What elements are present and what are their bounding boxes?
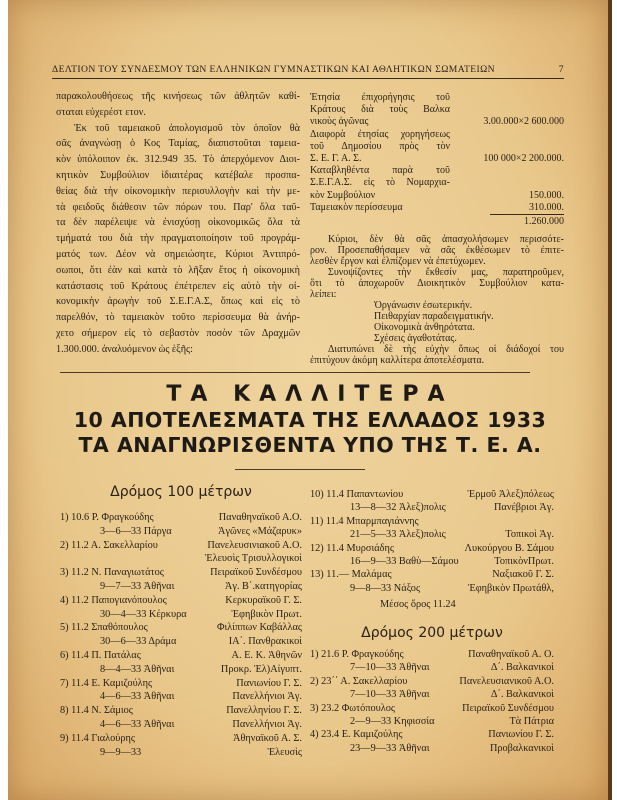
text-line: σωποι, ὅτι ἐὰν καὶ κατὰ τὸ λῆξαν ἔτος ἡ οἰκονομικὴ <box>56 264 300 276</box>
budget-label: Καταβληθέντα παρὰ τοῦ <box>310 165 450 177</box>
left-text-column <box>56 89 300 358</box>
budget-row <box>310 141 564 153</box>
athlete: 8) 11.4 Ν. Σάμιος <box>60 705 133 717</box>
result-line-meet <box>310 501 554 514</box>
result-entry <box>310 675 554 702</box>
result-entry <box>310 728 554 755</box>
budget-label: Ἐτησία ἐπιχορήγησις τοῦ <box>310 92 450 103</box>
date-place: 9—8—33 Νάξος <box>350 582 421 594</box>
text-line: χετο σήμερον εἰς τὸ σεβαστὸν ποσὸν τῶν Δραχμῶν <box>56 327 300 339</box>
athlete: 11) 11.4 Μπαρμπαγιάννης <box>310 515 419 527</box>
competition: Τὰ Πάτρια <box>509 716 554 728</box>
result-line-meet <box>310 688 554 701</box>
budget-label: Σ. Ε. Γ. Α. Σ. <box>310 152 362 164</box>
headline-line-1: ΤΑ ΚΑΛΛΙΤΕΡΑ <box>166 382 454 407</box>
result-line-athlete <box>60 566 302 580</box>
journal-title: ΔΕΛΤΙΟΝ ΤΟΥ ΣΥΝΔΕΣΜΟΥ ΤΩΝ ΕΛΛΗΝΙΚΩΝ ΓΥΜΝΑΣΤΙΚΩΝ ΚΑΙ ΑΘΛΗΤΙΚΩΝ ΣΩΜΑΤΕΙΩΝ <box>52 64 495 75</box>
budget-table <box>310 92 564 214</box>
text-line: παρακολουθήσεως τῆς κινήσεως τῶν ἀθλητῶν καθί- <box>56 91 300 102</box>
athlete: 1) 21.6 Ρ. Φραγκούδης <box>310 649 404 660</box>
competition: Ἀγ. Β΄.κατηγορίας <box>224 580 302 592</box>
budget-row <box>310 129 564 141</box>
result-line-meet <box>60 690 302 704</box>
average-100m: Μέσος ὅρος 11.24 <box>380 599 456 610</box>
athlete: 2) 11.2 Α. Σακελλαρίου <box>60 539 158 551</box>
date-place: 13—8—32 Ἀλεξ)πολις <box>350 502 446 514</box>
result-line-meet <box>60 635 302 649</box>
budget-row <box>310 116 564 128</box>
result-entry <box>60 704 302 732</box>
budget-row <box>310 165 564 177</box>
divider <box>60 372 530 373</box>
text-line: τὰ φειδοῦς διάθεσιν τῶν πόρων του. Παρ' ὅλα ταῦ- <box>56 201 300 213</box>
result-line-athlete <box>310 675 554 688</box>
result-line-athlete <box>60 621 302 635</box>
budget-amount: 100 000×2 200.000. <box>483 152 564 164</box>
date-place: 4—6—33 Ἀθῆναι <box>100 691 175 703</box>
result-line-athlete <box>310 542 554 555</box>
budget-label: τοῦ Δημοσίου πρὸς τὸν <box>310 140 450 152</box>
budget-amount <box>450 92 564 104</box>
competition: Ἐφηβικὸν Πρωτάθλ, <box>468 582 554 594</box>
date-place: 7—10—33 Ἀθῆναι <box>350 662 430 674</box>
result-entry <box>60 539 302 567</box>
result-line-athlete <box>60 732 302 746</box>
competition: Προβαλκανικοὶ <box>489 742 554 754</box>
competition: Ἐφηβικὸν Πρωτ. <box>231 608 302 620</box>
budget-total: 1.260.000 <box>490 214 564 228</box>
section-heading-200m: Δρόμος 200 μέτρων <box>361 625 503 641</box>
result-line-meet <box>60 580 302 594</box>
competition: ΙΑ΄. Πανθρακικοὶ <box>228 636 302 648</box>
competition: Πανελλήνιοι Ἀγ. <box>232 691 302 703</box>
date-place: 23—9—33 Ἀθῆναι <box>350 742 430 754</box>
result-entry <box>310 568 554 595</box>
date-place: 4—6—33 Ἀθῆναι <box>100 718 175 730</box>
text-line: ματός των. Δέον νὰ σημειώσητε, Κύριοι Ἀντιπρό- <box>56 248 300 260</box>
result-line-meet <box>60 663 302 677</box>
result-line-athlete <box>310 728 554 741</box>
result-line-athlete <box>310 702 554 715</box>
club: Πανελευσινιακοῦ Α.Ο. <box>207 539 302 551</box>
club: Πανελληνίου Γ. Σ. <box>226 705 302 717</box>
result-entry <box>60 511 302 539</box>
budget-label: Ταμειακὸν περίσσευμα <box>310 201 403 213</box>
budget-amount <box>450 129 564 141</box>
club: Πανελευσιανικοῦ Α.Ο. <box>459 675 554 687</box>
date-place: 9—7—33 Ἀθῆναι <box>100 580 175 592</box>
text-line: Συνοψίζοντες τὴν ἔκθεσίν μας, παρατηροῦμεν, <box>328 266 564 278</box>
results-200m <box>310 648 554 755</box>
athlete: 1) 10.6 Ρ. Φραγκούδης <box>60 512 154 523</box>
result-line-athlete <box>310 488 554 501</box>
date-place: 8—4—33 Ἀθῆναι <box>100 663 175 675</box>
text-line: Πειθαρχίαν παραδειγματικήν. <box>374 310 494 322</box>
budget-row <box>310 104 564 116</box>
result-entry <box>310 515 554 542</box>
athlete: 4) 11.2 Παπογιανόπουλος <box>60 594 167 606</box>
running-header <box>52 64 564 79</box>
competition: Ἐλευσὶς <box>267 746 302 758</box>
competition: Προκρ. Ἑλ)Αἰγυπτ. <box>220 663 302 675</box>
text-line: σᾶς ἀναγνώσῃ ὁ Κος Ταμίας, διαπιστοῦται ταμεια- <box>56 138 300 150</box>
text-line: κητικὸν Συμβούλιον ἰδιαιτέρας κατέβαλε προσπα- <box>56 169 300 181</box>
budget-row <box>310 202 564 214</box>
budget-row <box>310 92 564 104</box>
result-line-meet <box>310 715 554 728</box>
athlete: 9) 11.4 Γιαλούρης <box>60 732 135 744</box>
text-line: Ἐκ τοῦ ταμειακοῦ ἀπολογισμοῦ τὸν ὁποῖον θὰ <box>74 122 300 134</box>
athlete: 6) 11.4 Π. Πατάλας <box>60 649 141 661</box>
budget-row <box>310 153 564 165</box>
competition: Ἐλευσὶς Τρισυλλογικοὶ <box>204 553 302 565</box>
budget-amount <box>450 104 564 116</box>
result-line-meet <box>60 608 302 622</box>
text-line: Κύριοι, δὲν θὰ σᾶς ἀπασχολήσωμεν περισσότε- <box>328 233 564 245</box>
budget-label: κὸν Συμβούλιον <box>310 189 376 201</box>
athlete: 10) 11.4 Παπαντωνίου <box>310 489 404 500</box>
result-line-meet <box>60 746 302 760</box>
result-line-meet <box>310 555 554 568</box>
right-text-column <box>310 92 564 366</box>
text-line: τα δὲν παρέλειψε νὰ ἐνισχύσῃ οἰκονομικῶς ὅλα τὰ <box>56 217 300 229</box>
budget-amount <box>450 165 564 177</box>
text-line: ρον. Προσεπαθήσαμεν νὰ σᾶς ἐκθέσωμεν τὸ ἐπιτε- <box>310 244 564 256</box>
result-line-meet <box>310 742 554 755</box>
budget-amount: 150.000. <box>529 189 564 201</box>
result-line-athlete <box>60 539 302 553</box>
date-place: 30—4—33 Κέρκυρα <box>100 608 187 620</box>
result-line-meet <box>310 661 554 674</box>
page-number: 7 <box>558 64 564 75</box>
text-line: ὅτι τὸ ἀποχωροῦν Διοικητικὸν Συμβούλιον κατα- <box>310 277 564 289</box>
athlete: 7) 11.4 Ε. Καμιζούλης <box>60 677 153 689</box>
club: Λυκούργου Β. Σάμου <box>464 542 554 554</box>
date-place: 30—6—33 Δράμα <box>100 636 177 648</box>
club: Πανιωνίου Γ. Σ. <box>488 729 554 741</box>
result-entry <box>60 594 302 622</box>
text-line: κονομικὴν ἀρωγὴν τοῦ Σ.Ε.Γ.Α.Σ, ὅπως καὶ εἰς τὸ <box>56 296 300 308</box>
result-line-athlete <box>310 515 554 528</box>
section-heading-100m: Δρόμος 100 μέτρων <box>110 484 252 500</box>
text-line: σταται εὐχερέστ ετον. <box>56 106 146 118</box>
athlete: 13) 11.— Μαλάμας <box>310 569 392 581</box>
budget-row <box>310 190 564 202</box>
result-line-meet <box>310 528 554 541</box>
text-line: Οἰκονομικὰ ἀνθηρότατα. <box>374 321 475 333</box>
text-line: Ὀργάνωσιν ἐσωτερικήν. <box>374 299 473 311</box>
result-entry <box>310 702 554 729</box>
results-100m-part-2 <box>310 488 554 595</box>
result-entry <box>60 566 302 594</box>
budget-amount: 3.00.000×2 600.000 <box>483 116 564 128</box>
text-line: κὸν ὑπόλοιπον ἐκ. 312.949 35. Τὸ ἀπερχόμενον Διοι- <box>56 154 300 166</box>
result-entry <box>310 648 554 675</box>
budget-label: νικοὺς ἀγῶνας <box>310 116 369 128</box>
athlete: 3) 23.2 Φωτόπουλος <box>310 702 395 714</box>
competition: ΤοπικὸνΠρωτ. <box>494 556 554 568</box>
club: Παναθηναϊκοῦ Α.Ο. <box>218 512 302 523</box>
result-entry <box>310 542 554 569</box>
club: Πειραϊκοῦ Συνδέσμου <box>462 702 554 714</box>
budget-amount <box>450 177 564 189</box>
result-line-athlete <box>310 648 554 661</box>
result-line-meet <box>60 552 302 566</box>
headline-line-3: ΤΑ ΑΝΑΓΝΩΡΙΣΘΕΝΤΑ ΥΠΟ ΤΗΣ Τ. Ε. Α. <box>78 433 542 457</box>
result-line-athlete <box>60 677 302 691</box>
text-line: λείπει: <box>310 288 337 300</box>
result-entry <box>60 677 302 705</box>
result-line-athlete <box>310 568 554 581</box>
date-place: 16—9—33 Βαθὺ—Σάμου <box>350 556 459 568</box>
athlete: 2) 23΄΄ Α. Σακελλαρίου <box>310 675 408 687</box>
competition: Δ΄. Βαλκανικοὶ <box>490 662 554 674</box>
result-line-meet <box>310 582 554 595</box>
result-entry <box>60 649 302 677</box>
competition: Τοπικοὶ Ἀγ. <box>505 529 554 541</box>
headline-line-2: 10 ΑΠΟΤΕΛΕΣΜΑΤΑ ΤΗΣ ΕΛΛΑΔΟΣ 1933 <box>73 408 547 432</box>
athlete: 5) 11.2 Σπαθόπουλος <box>60 622 148 634</box>
budget-label: Κράτους διὰ τοὺς Βαλκα <box>310 104 450 116</box>
result-line-athlete <box>60 704 302 718</box>
competition: Πανελλήνιοι Ἀγ. <box>232 718 302 730</box>
text-line: ἐπιτύχουν ἀκόμη καλλίτερα ἀποτελέσματα. <box>310 354 485 366</box>
date-place: 3—6—33 Πάργα <box>100 525 172 537</box>
competition: Πανέβριοι Ἀγ. <box>493 502 554 514</box>
budget-row <box>310 177 564 189</box>
budget-amount <box>450 141 564 153</box>
text-line: Διατυπώνει δὲ τὴς εὐχὴν ὅπως οἱ διάδοχοί του <box>328 343 564 355</box>
text-line: Σχέσεις ἀγαθοτάτας. <box>374 332 457 344</box>
competition: Ἀγῶνες «Μάζαρυκ» <box>218 525 302 537</box>
budget-label: Σ.Ε.Γ.Α.Σ. εἰς τὸ Νομαρχια- <box>310 177 450 189</box>
result-line-meet <box>60 525 302 539</box>
date-place: 9—9—33 <box>100 746 142 758</box>
club: Πειραϊκοῦ Συνδέσμου <box>210 567 302 579</box>
club: Ἑρμοῦ Ἀλεξ)πόλεως <box>467 489 554 500</box>
text-line: κατάστασις τοῦ Κράτους ἐπέτρεπεν εἰς αὐτὸ τὴν οἰ- <box>56 280 300 292</box>
result-entry <box>60 732 302 760</box>
club: Α. Ε. Κ. Ἀθηνῶν <box>231 649 302 661</box>
competition: Δ΄. Βαλκανικοὶ <box>490 689 554 701</box>
text-line: παρελθόν, τὸ ταμειακὸν τοῦτο περίσσευμα θὰ ἀνήρ- <box>56 312 300 324</box>
closing-paragraphs <box>310 234 564 366</box>
budget-label: Διαφορὰ ἐτησίας χορηγήσεως <box>310 128 450 140</box>
result-line-athlete <box>60 649 302 663</box>
budget-amount: 310.000. <box>529 201 564 213</box>
text-line: τμήματά του διὰ τὴν πραγματοποίησιν τοῦ προγράμ- <box>56 233 300 245</box>
date-place: 2—9—33 Κηφισσία <box>350 716 435 728</box>
club: Πανιωνίου Γ. Σ. <box>236 677 302 689</box>
date-place: 21—5—33 Ἀλεξ)πολις <box>350 529 446 541</box>
text-line: 1.300.000. ἀναλυόμενον ὡς ἑξῆς: <box>56 343 193 355</box>
date-place: 7—10—33 Ἀθῆναι <box>350 689 430 701</box>
result-line-athlete <box>60 511 302 525</box>
result-entry <box>60 621 302 649</box>
club: Παναθηναϊκοῦ Α. Ο. <box>468 649 554 660</box>
athlete: 3) 11.2 Ν. Παναγιωτάτος <box>60 567 164 579</box>
athlete: 4) 23.4 Ε. Καμιζούλης <box>310 729 403 741</box>
club: Ἀθηναϊκοῦ Α. Σ. <box>233 732 302 744</box>
divider <box>235 469 365 470</box>
result-line-athlete <box>60 594 302 608</box>
club: Φιλίππων Καβάλλας <box>216 622 302 634</box>
club: Κερκυραϊκοῦ Γ. Σ. <box>225 594 302 606</box>
text-line: λεσθὲν ἔργον καὶ ἐλπίζομεν νὰ ἐπετύχωμεν. <box>310 255 486 267</box>
results-100m-part-1 <box>60 511 302 759</box>
result-entry <box>310 488 554 515</box>
result-line-meet <box>60 718 302 732</box>
club: Ναξιακοῦ Γ. Σ. <box>492 569 554 581</box>
athlete: 12) 11.4 Μυρσιάδης <box>310 542 394 554</box>
text-line: θείας διὰ τὴν οἰκονομικὴν περισυλλογὴν καὶ τὴν με- <box>56 185 300 197</box>
